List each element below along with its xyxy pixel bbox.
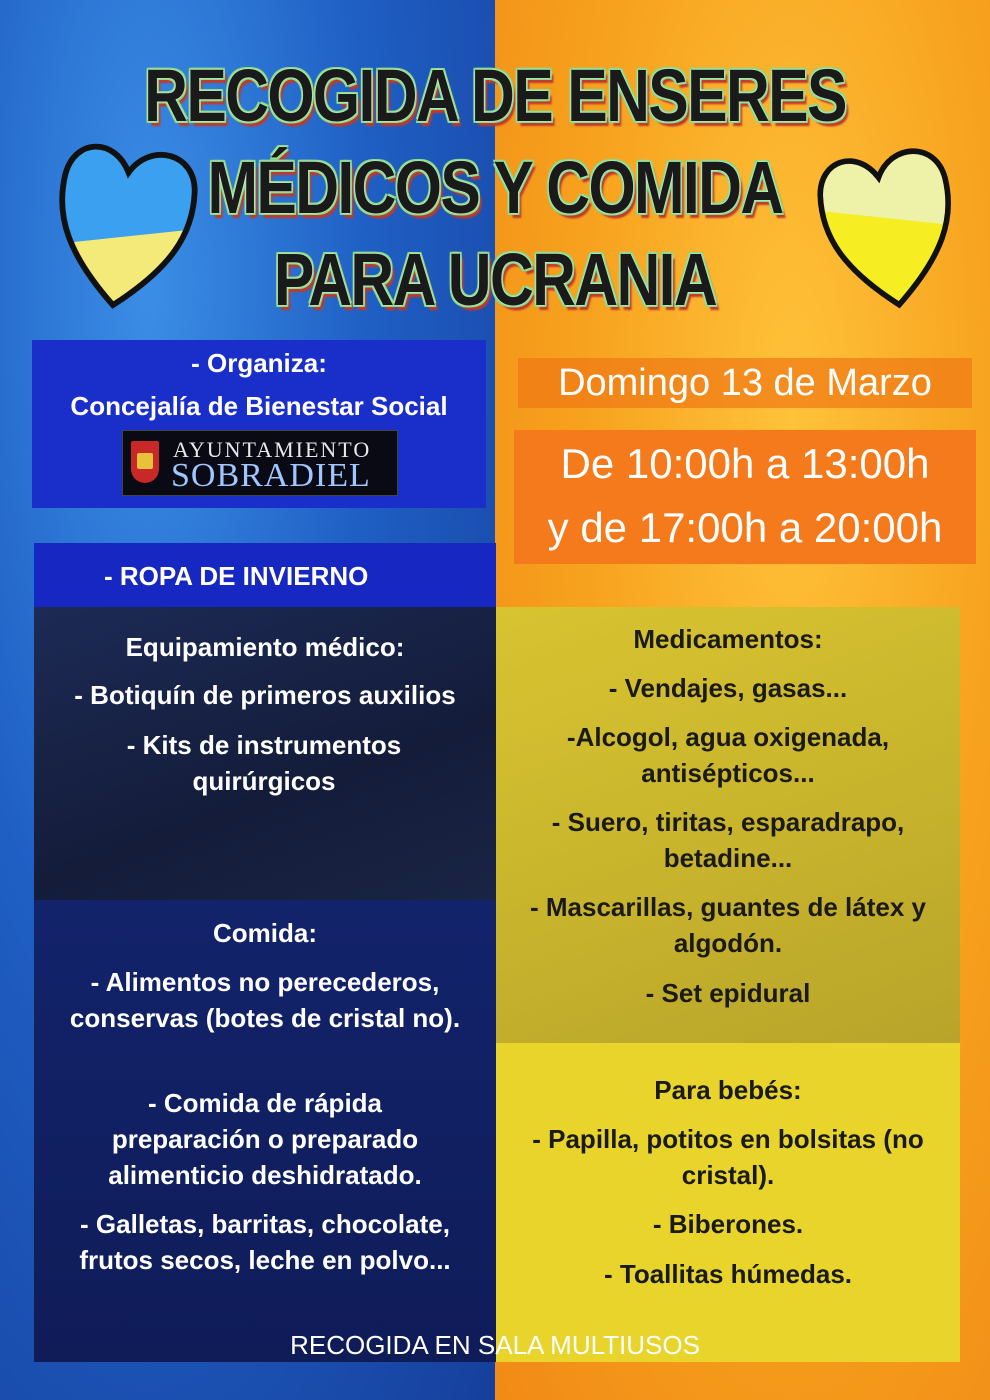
- organizer-box: [32, 340, 486, 508]
- coat-of-arms-icon: [131, 441, 159, 483]
- logo-line-2: SOBRADIEL: [171, 457, 371, 494]
- collection-location: RECOGIDA EN SALA MULTIUSOS: [290, 1330, 700, 1360]
- heart-icon: [806, 126, 970, 324]
- list-item: - Mascarillas, guantes de látex y algodón.: [530, 892, 926, 958]
- hours-morning: De 10:00h a 13:00h: [560, 440, 930, 487]
- poster-title: [89, 50, 901, 326]
- list-item: -Alcogol, agua oxigenada, antisépticos...: [566, 722, 890, 788]
- list-item: - Botiquín de primeros auxilios: [74, 680, 456, 710]
- medicines-panel: [496, 607, 960, 1043]
- event-hours: [514, 430, 976, 564]
- heart-icon: [40, 121, 209, 324]
- organizer-entity: Concejalía de Bienestar Social: [70, 391, 448, 421]
- hours-afternoon: y de 17:00h a 20:00h: [547, 504, 943, 551]
- babies-panel: [496, 1043, 960, 1362]
- winter-clothes-label: - ROPA DE INVIERNO: [104, 561, 369, 591]
- list-item: - Comida de rápida preparación o preparado alimenticio deshidratado.: [108, 1088, 422, 1190]
- babies-heading: Para bebés:: [654, 1075, 802, 1105]
- medical-equipment-panel: [34, 607, 496, 902]
- list-item: - Galletas, barritas, chocolate, frutos secos, leche en polvo...: [79, 1209, 451, 1275]
- event-date: Domingo 13 de Marzo: [518, 358, 972, 408]
- list-item: - Suero, tiritas, esparadrapo, betadine...: [551, 807, 905, 873]
- list-item: - Biberones.: [652, 1209, 804, 1239]
- organizer-label: - Organiza:: [191, 348, 327, 378]
- list-item: - Vendajes, gasas...: [608, 673, 848, 703]
- title-line-1: RECOGIDA DE ENSERES: [144, 54, 846, 137]
- food-heading: Comida:: [213, 918, 317, 948]
- list-item: - Alimentos no perecederos, conservas (botes de cristal no).: [69, 967, 461, 1033]
- logo-line-1: AYUNTAMIENTO: [173, 437, 372, 462]
- medicines-heading: Medicamentos:: [633, 624, 823, 654]
- winter-clothes-box: [34, 543, 496, 608]
- list-item: - Papilla, potitos en bolsitas (no cristal).: [532, 1124, 924, 1190]
- list-item: - Kits de instrumentos quirúrgicos: [126, 730, 402, 796]
- ayuntamiento-logo: [122, 430, 398, 496]
- medical-equipment-heading: Equipamiento médico:: [125, 632, 405, 662]
- title-line-2: MÉDICOS Y COMIDA: [207, 146, 783, 229]
- list-item: - Toallitas húmedas.: [603, 1259, 852, 1289]
- food-panel: [34, 900, 496, 1362]
- list-item: - Set epidural: [645, 978, 811, 1008]
- title-line-3: PARA UCRANIA: [273, 238, 717, 321]
